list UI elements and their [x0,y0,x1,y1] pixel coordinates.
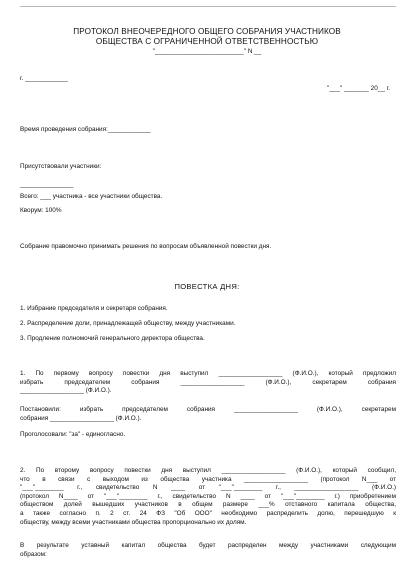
question-1-line: __________________ (Ф.И.О.). [20,387,112,395]
agenda-heading: ПОВЕСТКА ДНЯ: [174,282,240,291]
question-1-decision [20,406,396,423]
agenda-item-3: 3. Продление полномочий генерального директора общества. [20,335,205,342]
decision-line: Постановили: избрать председателем собрания __________________ (Ф.И.О.), секретарем [20,406,396,413]
question-1-line: избрать председателем собрания __________________ (Ф.И.О.), секретарем собрания [20,378,396,386]
result-line: образом: [20,550,47,558]
agenda-item-2: 2. Распределение доли, принадлежащей обществу, между участниками. [20,320,236,327]
city-field: г. ____________ [20,75,68,82]
question-2-line: что в связи с выходом из общества участника __________________ (протокол N___ от [20,475,396,483]
competence-statement: Собрание правомочно принимать решения по вопросам объявленной повестки дня. [20,243,272,250]
meeting-time: Время проведения собрания:____________ [20,126,151,133]
question-2-line: "___"________ г., свидетельство N ____ от "___"________ г., __________________ (Ф.И.О.) [20,484,396,492]
present-blank: _______________ [20,181,74,188]
question-2-line: 2. По второму вопросу повестки дня выступил __________________ (Ф.И.О.), который сообщил, [20,467,396,474]
question-2-line: (протокол N____ от "___"________ г., свидетельство N ____ от "___"________ г.) приобретением [20,492,396,500]
question-2-line: обществу, между всеми участниками общества пропорционально их долям. [20,518,247,526]
document-title-line-2: ОБЩЕСТВА С ОГРАНИЧЕННОЙ ОТВЕТСТВЕННОСТЬЮ [95,37,319,46]
participants-total: Всего: ___ участника - все участники общества. [20,193,163,200]
company-name-line: "_________________________" N __ [152,48,262,55]
question-1-paragraph [20,370,396,396]
present-label: Присутствовали участники: [20,163,102,170]
question-2-line: обществом долей вышедших участников в общем размере ___% отставного капитала общества, [20,501,396,509]
agenda-item-1: 1. Избрание председателя и секретаря собрания. [20,305,168,312]
question-2-paragraph [20,467,396,527]
question-1-line: 1. По первому вопросу повестки дня выступил __________________ (Ф.И.О.), который предложил [20,370,396,377]
question-1-vote: Проголосовали: "за" - единогласно. [20,431,126,438]
decision-line: собрания __________________ (Ф.И.О.). [20,414,142,422]
question-2-line: а также согласно п. 2 ст. 24 ФЗ "Об ООО" необходимо распределить долю, перешедшую к [20,509,396,517]
document-title-line-1: ПРОТОКОЛ ВНЕОЧЕРЕДНОГО ОБЩЕГО СОБРАНИЯ УЧАСТНИКОВ [73,27,341,36]
date-field: "___" _______ 20__ г. [327,85,390,92]
quorum: Кворум: 100% [20,207,62,214]
capital-distribution-paragraph [20,542,396,559]
top-divider [20,6,396,7]
result-line: В результате уставный капитал общества будет распределен между участниками следующим [20,542,396,549]
